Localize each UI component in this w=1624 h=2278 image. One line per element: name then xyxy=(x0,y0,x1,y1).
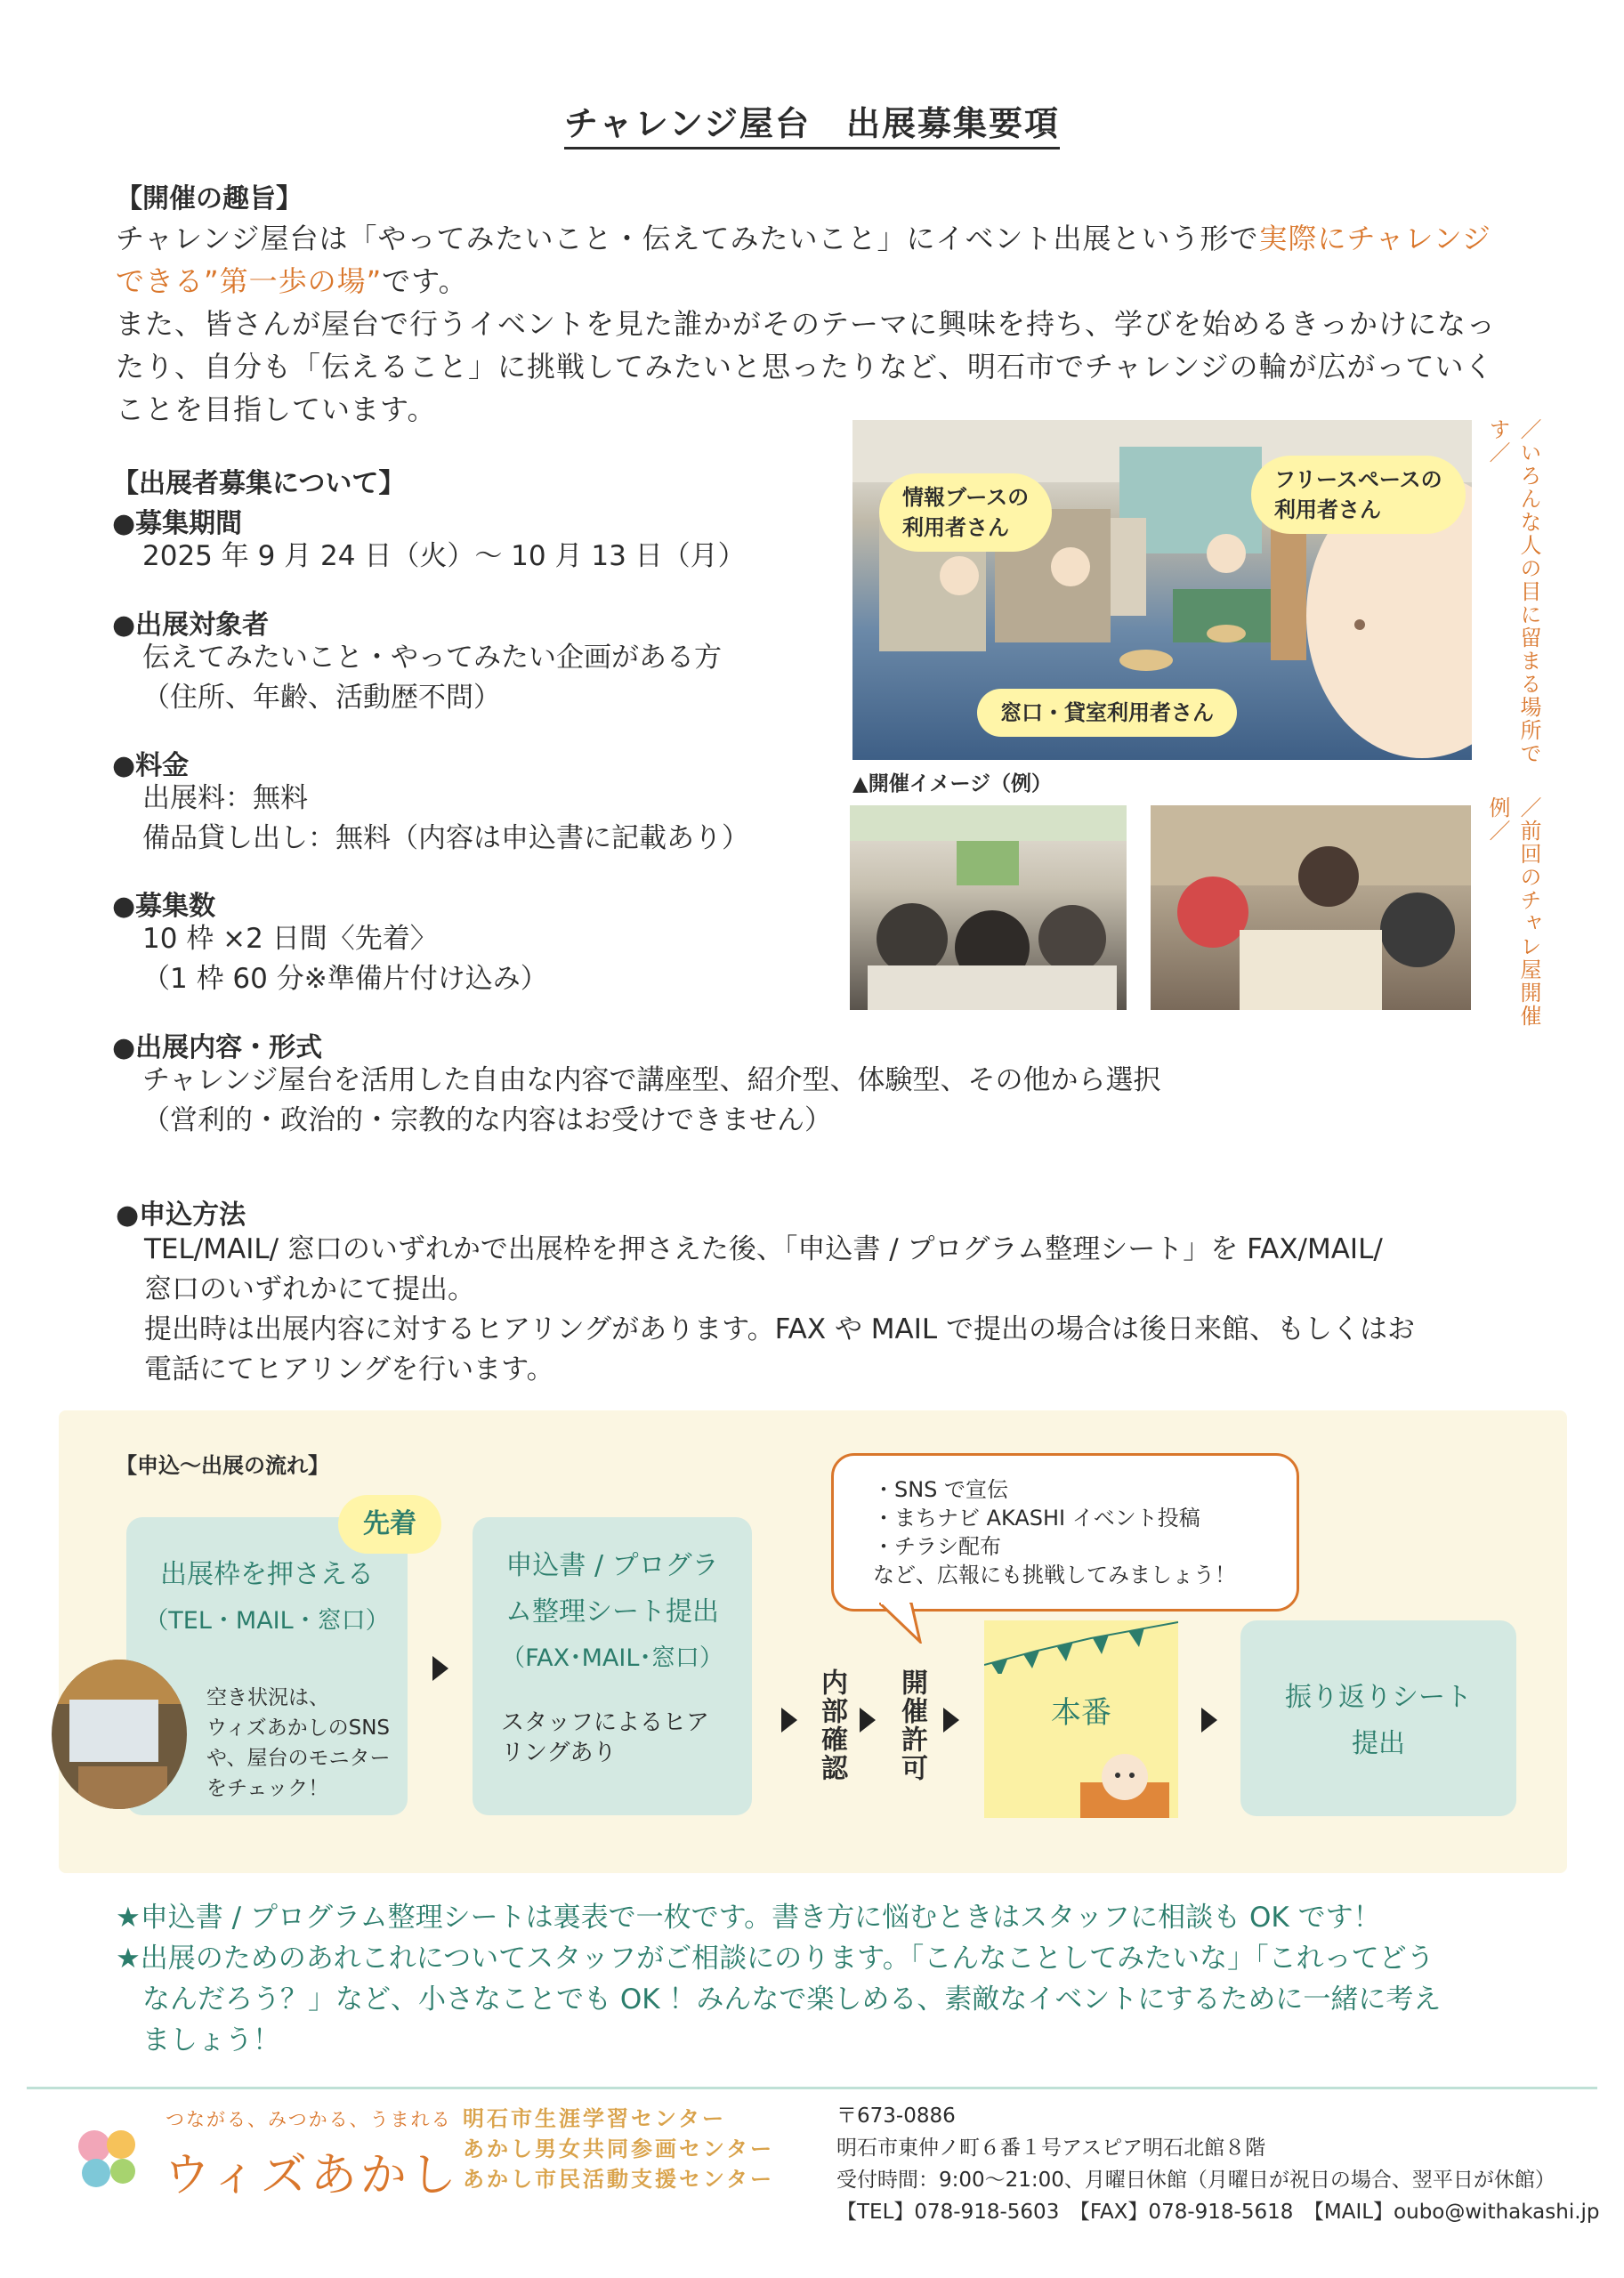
bunting-decoration xyxy=(984,1620,1178,1674)
apply-text: TEL/MAIL/ 窓口のいずれかで出展枠を押さえた後、「申込書 / プログラム整理シート」を FAX/MAIL/ 窓口のいずれかにて提出。 提出時は出展内容に対するヒアリングがあります。FAX や MAIL で提出の場合は後日来館、もしくはお 電話にてヒアリングを行います。 xyxy=(144,1233,1416,1385)
fee-heading: ●料金 xyxy=(112,750,190,781)
page-title: チャレンジ屋台 出展募集要項 xyxy=(0,96,1624,145)
count-text: 10 枠 ×2 日間〈先着〉 （1 枠 60 分※準備片付け込み） xyxy=(142,923,548,995)
target-heading: ●出展対象者 xyxy=(112,610,270,641)
arrow-1 xyxy=(432,1656,448,1681)
past-event-scene-1 xyxy=(850,805,1127,1010)
purpose-heading: 【開催の趣旨】 xyxy=(116,183,303,214)
footer-divider xyxy=(27,2087,1597,2089)
bubble-counter: 窓口・貸室利用者さん xyxy=(977,689,1237,737)
recruit-heading: 【出展者募集について】 xyxy=(112,468,406,499)
promotion-bubble: ・SNS で宣伝 ・まちナビ AKASHI イベント投稿 ・チラシ配布 など、広報にも挑戦してみましょう！ xyxy=(831,1453,1299,1612)
content-text: チャレンジ屋台を活用した自由な内容で講座型、紹介型、体験型、その他から選択 （営利的・政治的・宗教的な内容はお受けできません） xyxy=(142,1064,1161,1136)
application-flow xyxy=(59,1410,1567,1873)
apply-heading: ●申込方法 xyxy=(116,1200,246,1231)
step-submit: 申込書 / プログラ ム整理シート提出 （FAX･MAIL･窓口） スタッフによるヒア リングあり xyxy=(473,1517,752,1815)
side-note-2: ／前回のチャレ屋開催例／ xyxy=(1485,796,1541,1028)
target-text: 伝えてみたいこと・やってみたい企画がある方 （住所、年齢、活動歴不問） xyxy=(142,642,722,714)
center-names: 明石市生涯学習センター あかし男女共同参画センター あかし市民活動支援センター xyxy=(463,2106,775,2192)
monitor-photo xyxy=(52,1660,187,1809)
side-note-1: ／いろんな人の目に留まる場所です／ xyxy=(1485,418,1541,765)
image-caption: ▲開催イメージ（例） xyxy=(852,772,1052,796)
logo-text: ウィズあかし xyxy=(164,2149,460,2202)
bubble-tail xyxy=(879,1603,924,1644)
fee-text: 出展料：無料 備品貸し出し：無料（内容は申込書に記載あり） xyxy=(142,782,749,854)
step-reserve: 出展枠を押さえる （TEL・MAIL・窓口） 空き状況は、 ウィズあかしのSNS や、屋台のモニター をチェック！ xyxy=(126,1517,408,1815)
bubble-free-space: フリースペースの 利用者さん xyxy=(1251,456,1466,534)
step-main-event: 本番 xyxy=(984,1620,1178,1818)
contact-info: 〒673-0886 明石市東仲ノ町６番１号アスピア明石北館８階 受付時間：9:00～21:00、月曜日休館（月曜日が祝日の場合、翌平日が休館） 【TEL】078-918-5603 【FAX】078-918-5618 【MAIL】oubo@withakashi.jp xyxy=(836,2104,1600,2224)
first-come-badge: 先着 xyxy=(338,1495,441,1554)
step-internal-check: 内部確認 xyxy=(816,1668,847,1782)
arrow-2 xyxy=(781,1708,797,1733)
arrow-5 xyxy=(1201,1708,1217,1733)
step-review-sheet: 振り返りシート 提出 xyxy=(1240,1620,1516,1816)
period-heading: ●募集期間 xyxy=(112,508,243,539)
past-event-scene-2 xyxy=(1151,805,1471,1010)
period-value: 2025 年 9 月 24 日（火）～ 10 月 13 日（月） xyxy=(142,540,746,572)
step-approval: 開催許可 xyxy=(896,1668,927,1782)
purpose-text: チャレンジ屋台は「やってみたいこと・伝えてみたいこと」にイベント出展という形で実際にチャレンジ できる”第一歩の場”です。 また、皆さんが屋台で行うイベントを見た誰かがそのテーマに興味を持ち、学びを始めるきっかけになっ たり、自分も「伝えること」に挑戦してみたいと思ったりなど、明石市でチャレンジの輪が広がっていく ことを目指しています。 xyxy=(116,222,1497,426)
monitor-scene xyxy=(52,1660,187,1809)
past-event-photo-1 xyxy=(850,805,1127,1010)
content-heading: ●出展内容・形式 xyxy=(112,1032,323,1063)
mascot-icon xyxy=(1071,1747,1178,1818)
past-event-photo-2 xyxy=(1151,805,1471,1010)
notes: ★申込書 / プログラム整理シートは裏表で一枚です。書き方に悩むときはスタッフに相談も OK です！ ★出展のためのあれこれについてスタッフがご相談にのります。「こんなことしてみたいな」「これってどう なんだろう？」など、小さなことでも OK ！みんなで楽しめる、素敵なイベントにするために一緒に考え ましょう！ xyxy=(116,1902,1442,2056)
withakashi-logo-icon xyxy=(69,2120,146,2196)
arrow-4 xyxy=(943,1708,959,1733)
flow-heading: 【申込～出展の流れ】 xyxy=(116,1453,329,1478)
bubble-info-booth: 情報ブースの 利用者さん xyxy=(879,473,1052,552)
arrow-3 xyxy=(860,1708,876,1733)
logo-tagline: つながる、みつかる、うまれる xyxy=(166,2109,452,2130)
event-image-main xyxy=(852,420,1472,760)
count-heading: ●募集数 xyxy=(112,891,216,922)
